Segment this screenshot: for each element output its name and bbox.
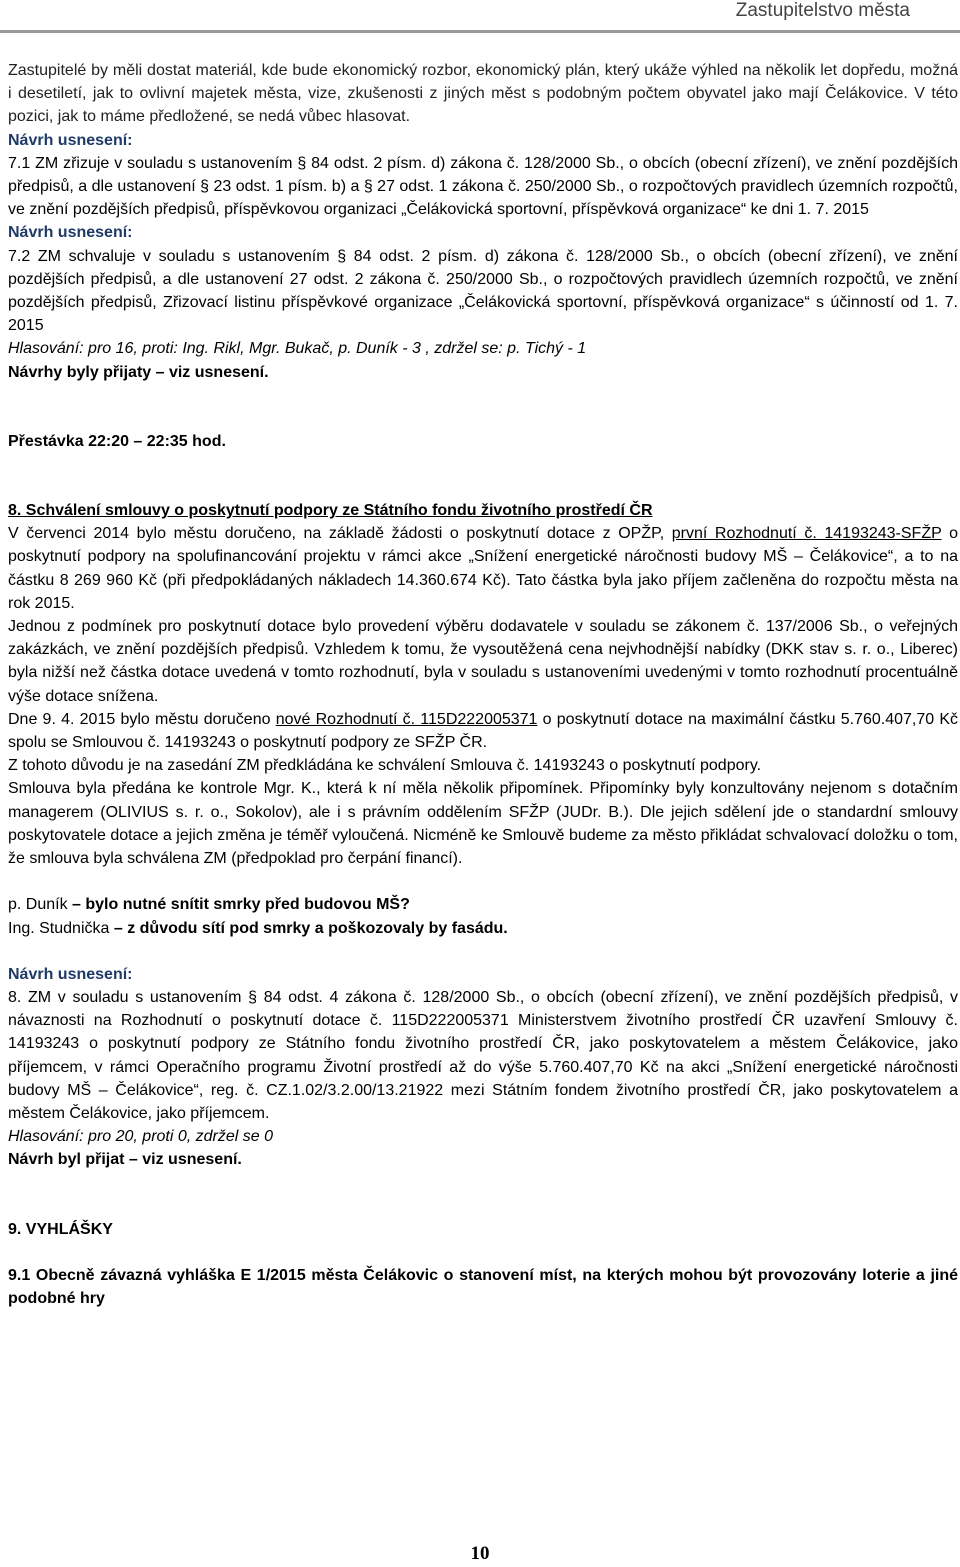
answer-text: – z důvodu sítí pod smrky a poškozovaly by fasádu. [109,919,508,937]
document-body [8,59,958,1310]
section-9-heading: 9. VYHLÁŠKY [8,1220,113,1238]
vote-record-7: Hlasování: pro 16, proti: Ing. Rikl, Mgr. Bukač, p. Duník - 3 , zdržel se: p. Tichý - 1 [8,340,587,358]
first-decision-link[interactable]: první Rozhodnutí č. 14193243-SFŽP [671,525,942,543]
header-rule [0,30,960,33]
resolution-7-2: 7.2 ZM schvaluje v souladu s ustanovením § 84 odst. 2 písm. d) zákona č. 128/2000 Sb., o obcích (obecní zřízení), ve znění pozdějších předpisů, a dle ustanovení 27 odst. 2 zákona č. 250/2000 Sb., o rozpočtových pravidlech územních rozpočtů, ve znění pozdějších předpisů, Zřizovací listinu příspěvkové organizace „Čelákovická sportovní, příspěvková organizace“ s účinností od 1. 7. 2015 [8,247,958,335]
resolution-label: Návrh usnesení: [8,224,133,242]
answer-line [8,917,958,940]
text-span: Dne 9. 4. 2015 bylo městu doručeno [8,710,276,728]
resolution-label: Návrh usnesení: [8,965,133,983]
section-8-paragraph-4: Z tohoto důvodu je na zasedání ZM předkládána ke schválení Smlouva č. 14193243 o poskytnutí podpory. [8,757,762,775]
question-text: – bylo nutné snítit smrky před budovou MŠ? [67,896,410,914]
section-9-1-heading: 9.1 Obecně závazná vyhláška E 1/2015 města Čelákovic o stanovení míst, na kterých mohou být provozovány loterie a jiné podobné hry [8,1266,958,1307]
speaker-name: Ing. Studnička [8,919,110,937]
text-span: o poskytnutí podpory na spolufinancování projektu v rámci akce „Snížení energetické náročnosti budovy MŠ – Čelákovice“, a to na částku 8 269 960 Kč (při předpokládaných nákladech 14.360.674 Kč). Tato částka byla jako příjem začleněna do rozpočtu města na rok 2015. [8,525,958,612]
vote-record-8: Hlasování: pro 20, proti 0, zdržel se 0 [8,1128,274,1146]
break-note: Přestávka 22:20 – 22:35 hod. [8,432,226,450]
text-span: o poskytnutí dotace na maximální částku 5.760.407,70 Kč spolu se Smlouvou č. 14193243 o poskytnutí podpory ze SFŽP ČR. [8,710,959,752]
section-8-paragraph-1 [8,522,958,615]
question-line [8,893,958,916]
section-8-paragraph-5: Smlouva byla předána ke kontrole Mgr. K., která k ní měla několik připomínek. Připomínky byly konzultovány nejenom s dotačním managerem (OLIVIUS s. r. o., Sokolov), ale i s právním oddělením SFŽP (JUDr. B.). Dle jejich sdělení jde o standardní smlouvy poskytovatele dotace a jejich změna je téměř vyloučená. Nicméně ke Smlouvě budeme za město přikládat schvalovací doložku o tom, že smlouva byla schválena ZM (předpoklad pro čerpání financí). [8,780,958,868]
resolution-label: Návrh usnesení: [8,131,133,149]
text-span: V červenci 2014 bylo městu doručeno, na základě žádosti o poskytnutí dotace z OPŽP, [8,525,672,543]
new-decision-link[interactable]: nové Rozhodnutí č. 115D222005371 [275,710,538,728]
speaker-name: p. Duník [8,896,68,914]
running-header: Zastupitelstvo města [735,0,910,21]
section-8-heading: 8. Schválení smlouvy o poskytnutí podpory ze Státního fondu životního prostředí ČR [8,502,653,520]
intro-paragraph: Zastupitelé by měli dostat materiál, kde bude ekonomický rozbor, ekonomický plán, který ukáže výhled na několik let dopředu, možná i desetiletí, jak to ovlivní majetek města, vize, zkušenosti z jiných měst s podobným počtem obyvatel jako mají Čelákovice. V této pozici, jak to máme předložené, se nedá vůbec hlasovat. [8,62,958,126]
result-7: Návrhy byly přijaty – viz usnesení. [8,363,269,381]
resolution-7-1: 7.1 ZM zřizuje v souladu s ustanovením § 84 odst. 2 písm. d) zákona č. 128/2000 Sb., o obcích (obecní zřízení), ve znění pozdějších předpisů, a dle ustanovení § 23 odst. 1 písm. b) a § 27 odst. 1 zákona č. 250/2000 Sb., o rozpočtových pravidlech územních rozpočtů, ve znění pozdějších předpisů, příspěvkovou organizaci „Čelákovická sportovní, příspěvková organizace“ ke dni 1. 7. 2015 [8,154,958,219]
resolution-8: 8. ZM v souladu s ustanovením § 84 odst. 4 zákona č. 128/2000 Sb., o obcích (obecní zřízení), ve znění pozdějších předpisů, v návaznosti na Rozhodnutí o poskytnutí dotace č. 115D222005371 Ministerstvem životního prostředí ČR uzavření Smlouvy č. 14193243 o poskytnutí podpory ze Státního fondu životního prostředí ČR, jako poskytovatelem a městem Čelákovice, jako příjemcem, v rámci Operačního programu Životní prostředí až do výše 5.760.407,70 Kč na akci „Snížení energetické náročnosti budovy MŠ – Čelákovice“, reg. č. CZ.1.02/3.2.00/13.21922 mezi Státním fondem životního prostředí ČR, jako poskytovatelem a městem Čelákovice, jako příjemcem. [8,988,958,1122]
section-8-paragraph-3 [8,708,958,754]
section-8-paragraph-2: Jednou z podmínek pro poskytnutí dotace bylo provedení výběru dodavatele v souladu se zákonem č. 137/2006 Sb., o veřejných zakázkách, ve znění pozdějších předpisů. Vzhledem k tomu, že vysoutěžená cena nejvhodnější nabídky (DKK stav s. r. o., Liberec) byla nižší než částka dotace uvedená v tomto rozhodnutí, byla v souladu s ustanoveními uvedenými v tomto rozhodnutí procentuálně výše dotace snížena. [8,618,958,705]
result-8: Návrh byl přijat – viz usnesení. [8,1151,242,1169]
page-number: 10 [470,1543,490,1564]
